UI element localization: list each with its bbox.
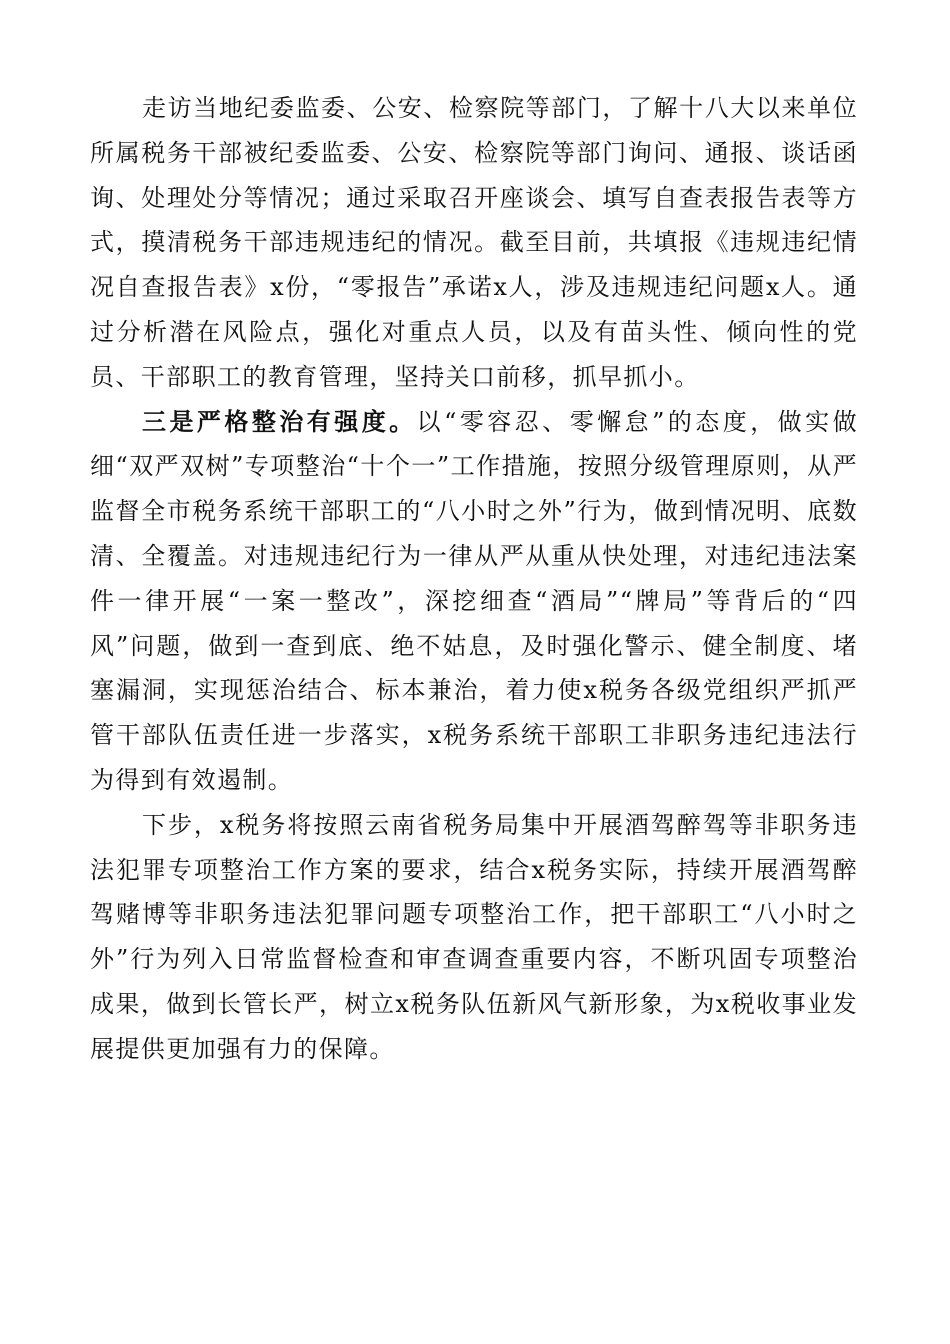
paragraph-text: 以“零容忍、零懈怠”的态度，做实做细“双严双树”专项整治“十个一”工作措施，按照分级管理原则，从严监督全市税务系统干部职工的“八小时之外”行为，做到情况明、底数清、全覆盖。对违规违纪行为一律从严从重从快处理，对违纪违法案件一律开展“一案一整改”，深挖细查“酒局”“牌局”等背后的“四风”问题，做到一查到底、绝不姑息，及时强化警示、健全制度、堵塞漏洞，实现惩治结合、标本兼治，着力使x税务各级党组织严抓严管干部队伍责任进一步落实，x税务系统干部职工非职务违纪违法行为得到有效遏制。 <box>90 407 858 794</box>
document-body <box>90 86 858 1072</box>
paragraph-next-steps <box>90 803 858 1072</box>
paragraph-lead: 三是严格整治有强度。 <box>142 406 417 436</box>
paragraph-investigation <box>90 86 858 400</box>
paragraph-text: 走访当地纪委监委、公安、检察院等部门，了解十八大以来单位所属税务干部被纪委监委、公安、检察院等部门询问、通报、谈话函询、处理处分等情况；通过采取召开座谈会、填写自查表报告表等方式，摸清税务干部违规违纪的情况。截至目前，共填报《违规违纪情况自查报告表》x份，“零报告”承诺x人，涉及违规违纪问题x人。通过分析潜在风险点，强化对重点人员，以及有苗头性、倾向性的党员、干部职工的教育管理，坚持关口前移，抓早抓小。 <box>90 94 858 391</box>
paragraph-text: 下步，x税务将按照云南省税务局集中开展酒驾醉驾等非职务违法犯罪专项整治工作方案的要求，结合x税务实际，持续开展酒驾醉驾赌博等非职务违法犯罪问题专项整治工作，把干部职工“八小时之外”行为列入日常监督检查和审查调查重要内容，不断巩固专项整治成果，做到长管长严，树立x税务队伍新风气新形象，为x税收事业发展提供更加强有力的保障。 <box>90 810 858 1063</box>
paragraph-strict-rectification <box>90 400 858 803</box>
